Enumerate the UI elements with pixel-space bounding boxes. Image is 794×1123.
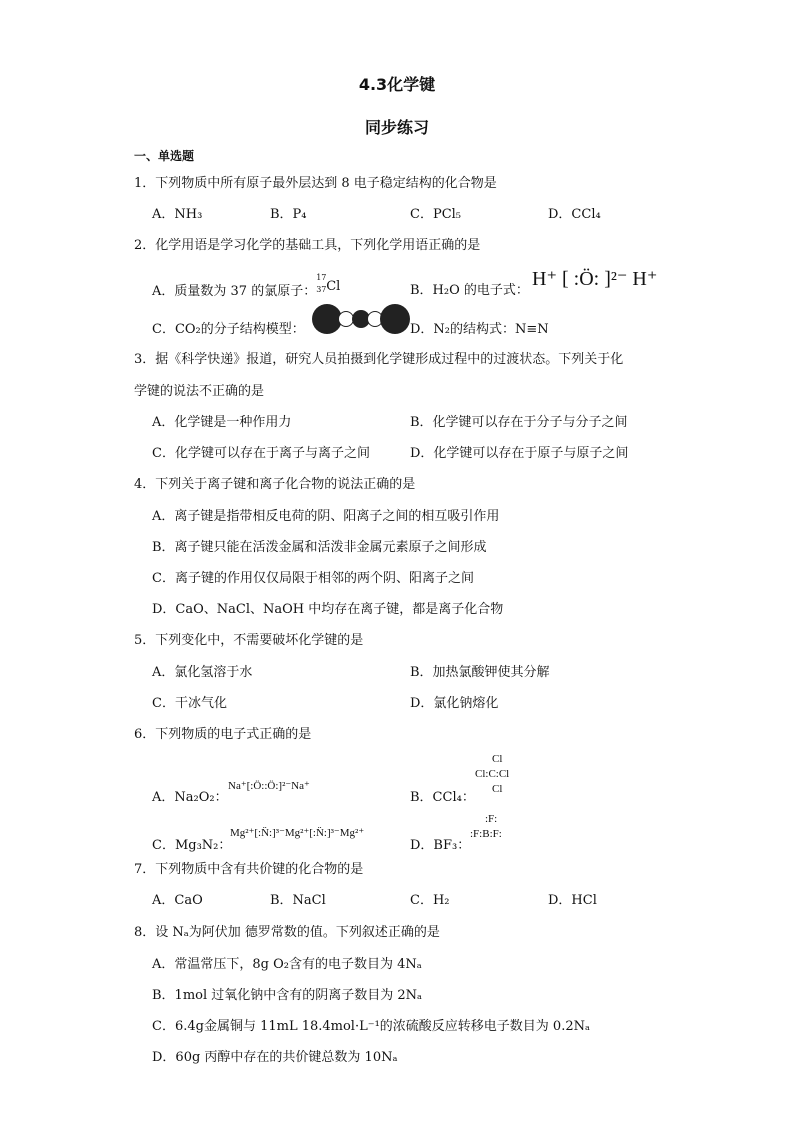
co2-molecule-model [312, 304, 404, 334]
question-4-option-c[interactable]: C．离子键的作用仅仅局限于相邻的两个阴、阳离子之间 [152, 571, 474, 586]
bf3-electron-formula-middle: :F:B:F: [470, 828, 502, 840]
question-8-stem: 8．设 Nₐ为阿伏加 德罗常数的值。下列叙述正确的是 [134, 925, 440, 940]
question-5-option-a[interactable]: A．氯化氢溶于水 [152, 665, 253, 680]
water-electron-formula: H⁺ [ :Ö: ]²⁻ H⁺ [532, 268, 658, 290]
question-3-option-b[interactable]: B．化学键可以存在于分子与分子之间 [410, 415, 628, 430]
question-5-stem: 5．下列变化中，不需要破坏化学键的是 [134, 633, 364, 648]
isotope-symbol: Cl [326, 279, 341, 294]
question-1-option-d[interactable]: D．CCl₄ [548, 207, 601, 222]
question-5-option-b[interactable]: B．加热氯酸钾使其分解 [410, 665, 550, 680]
question-6-option-b[interactable]: B．CCl₄： [410, 790, 475, 805]
question-2-stem: 2．化学用语是学习化学的基础工具，下列化学用语正确的是 [134, 238, 481, 253]
question-8-option-a[interactable]: A．常温常压下，8g O₂含有的电子数目为 4Nₐ [152, 957, 422, 972]
question-3-stem-line2: 学键的说法不正确的是 [134, 384, 265, 399]
ccl4-electron-formula-middle: Cl:C:Cl [475, 768, 510, 780]
question-4-option-b[interactable]: B．离子键只能在活泼金属和活泼非金属元素原子之间形成 [152, 540, 487, 555]
question-2-option-b[interactable]: B．H₂O 的电子式： [410, 283, 529, 298]
question-8-option-d[interactable]: D．60g 丙醇中存在的共价键总数为 10Nₐ [152, 1050, 398, 1065]
na2o2-electron-formula: Na⁺[:Ö::Ö:]²⁻Na⁺ [228, 780, 310, 792]
ccl4-electron-formula-top: Cl [492, 753, 503, 765]
page-title: 4.3化学键 [358, 75, 436, 94]
page-subtitle: 同步练习 [364, 118, 429, 137]
isotope-mass-number: 17 [316, 273, 327, 282]
question-1-option-b[interactable]: B．P₄ [270, 207, 307, 222]
question-1-option-c[interactable]: C．PCl₅ [410, 207, 462, 222]
question-5-option-c[interactable]: C．干冰气化 [152, 696, 227, 711]
question-7-stem: 7．下列物质中含有共价键的化合物的是 [134, 862, 364, 877]
question-2-option-c[interactable]: C．CO₂的分子结构模型： [152, 322, 305, 337]
question-3-option-a[interactable]: A．化学键是一种作用力 [152, 415, 292, 430]
question-8-option-b[interactable]: B．1mol 过氧化钠中含有的阴离子数目为 2Nₐ [152, 988, 423, 1003]
isotope-atomic-number: 37 [316, 285, 327, 294]
question-5-option-d[interactable]: D．氯化钠熔化 [410, 696, 499, 711]
question-6-option-a[interactable]: A．Na₂O₂： [152, 790, 228, 805]
question-7-option-c[interactable]: C．H₂ [410, 893, 450, 908]
question-4-stem: 4．下列关于离子键和离子化合物的说法正确的是 [134, 477, 416, 492]
question-3-option-c[interactable]: C．化学键可以存在于离子与离子之间 [152, 446, 370, 461]
question-2-option-a[interactable] [152, 273, 346, 299]
mg3n2-electron-formula: Mg²⁺[:N̈:]³⁻Mg²⁺[:N̈:]³⁻Mg²⁺ [230, 827, 365, 839]
question-8-option-c[interactable]: C．6.4g金属铜与 11mL 18.4mol·L⁻¹的浓硫酸反应转移电子数目为 0.2Nₐ [152, 1019, 591, 1034]
oxygen-atom-right [380, 304, 410, 334]
option-a-text: A．质量数为 37 的氯原子： [152, 284, 317, 299]
question-7-option-b[interactable]: B．NaCl [270, 893, 326, 908]
section-heading: 一、单选题 [134, 149, 195, 163]
chlorine-isotope [316, 273, 346, 295]
question-1-option-a[interactable]: A．NH₃ [152, 207, 203, 222]
bf3-electron-formula-top: :F: [485, 813, 498, 825]
question-2-option-d[interactable]: D．N₂的结构式：N≡N [410, 322, 549, 337]
question-6-option-d[interactable]: D．BF₃： [410, 838, 471, 853]
question-3-option-d[interactable]: D．化学键可以存在于原子与原子之间 [410, 446, 629, 461]
question-6-stem: 6．下列物质的电子式正确的是 [134, 727, 312, 742]
question-4-option-d[interactable]: D．CaO、NaCl、NaOH 中均存在离子键，都是离子化合物 [152, 602, 504, 617]
question-7-option-a[interactable]: A．CaO [152, 893, 203, 908]
ccl4-electron-formula-bottom: Cl [492, 783, 503, 795]
question-3-stem-line1: 3．据《科学快递》报道，研究人员拍摄到化学键形成过程中的过渡状态。下列关于化 [134, 352, 624, 367]
question-4-option-a[interactable]: A．离子键是指带相反电荷的阴、阳离子之间的相互吸引作用 [152, 509, 500, 524]
question-1-stem: 1．下列物质中所有原子最外层达到 8 电子稳定结构的化合物是 [134, 176, 497, 191]
question-6-option-c[interactable]: C．Mg₃N₂： [152, 838, 232, 853]
question-7-option-d[interactable]: D．HCl [548, 893, 597, 908]
